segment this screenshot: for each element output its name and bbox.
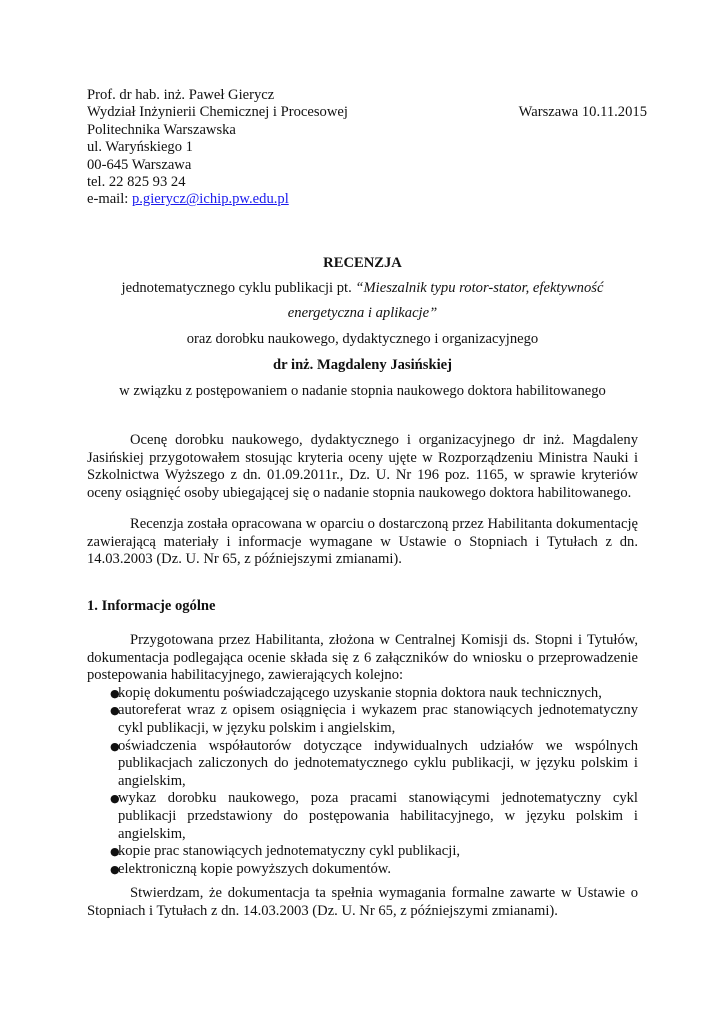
list-item <box>87 738 638 791</box>
attachments-list <box>87 685 638 879</box>
section-content <box>87 632 638 878</box>
list-item <box>87 861 638 879</box>
subject-line-5: w związku z postępowaniem o nadanie stopnia naukowego doktora habilitowanego <box>119 383 606 399</box>
list-item-text: kopie prac stanowiących jednotematyczny cykl publikacji, <box>118 843 461 860</box>
list-item <box>87 685 638 703</box>
phone-number: tel. 22 825 93 24 <box>87 174 186 191</box>
list-item <box>87 702 638 737</box>
list-item-text: elektroniczną kopie powyższych dokumentów. <box>118 860 392 877</box>
list-item <box>87 843 638 861</box>
list-item-text: wykaz dorobku naukowego, poza pracami stanowiącymi jednotematyczny cykl publikacji przedstawiony do postępowania habilitacyjnego, w języku polskim i angielskim, <box>118 790 638 842</box>
list-item-text: oświadczenia współautorów dotyczące indywidualnych udziałów we wspólnych publikacjach zaliczonych do jednotematycznego cyklu publikacji, w języku polskim i angielskim, <box>118 737 638 789</box>
list-item-text: autoreferat wraz z opisem osiągnięcia i wykazem prac stanowiących jednotematyczny cykl publikacji, w języku polskim i angielskim, <box>118 702 638 736</box>
subject-line-3: oraz dorobku naukowego, dydaktycznego i organizacyjnego <box>186 331 539 347</box>
subject-line-1 <box>87 278 638 298</box>
bullet-icon: ● <box>110 739 120 753</box>
email-label: e-mail: <box>87 191 132 208</box>
university-name: Politechnika Warszawska <box>87 121 236 138</box>
document-date: Warszawa 10.11.2015 <box>518 104 647 121</box>
bullet-icon: ● <box>110 704 120 718</box>
city-address: 00-645 Warszawa <box>87 156 192 173</box>
section-heading: 1. Informacje ogólne <box>87 598 216 614</box>
publication-title-part2: energetyczna i aplikacje” <box>287 305 438 321</box>
publication-title-part1: “Mieszalnik typu rotor-stator, efektywność <box>355 280 604 296</box>
bullet-icon: ● <box>110 686 120 700</box>
candidate-name: dr inż. Magdaleny Jasińskiej <box>273 357 452 373</box>
email-line <box>87 191 647 208</box>
list-item <box>87 790 638 843</box>
bullet-icon: ● <box>110 792 120 806</box>
faculty-name: Wydział Inżynierii Chemicznej i Procesowej <box>87 104 348 121</box>
author-name: Prof. dr hab. inż. Paweł Gierycz <box>87 87 275 103</box>
paragraph-criteria: Ocenę dorobku naukowego, dydaktycznego i organizacyjnego dr inż. Magdaleny Jasińskiej przygotowałem stosując kryteria oceny ujęte w Rozporządzeniu Ministra Nauki i Szkolnictwa Wyższego z dn. 01.09.2011r., Dz. U. Nr 196 poz. 1165, w sprawie kryteriów oceny osiągnięć osoby ubiegającej się o nadanie stopnia naukowego doktora habilitowanego. <box>87 432 638 501</box>
review-title: RECENZJA <box>323 255 402 271</box>
bullet-icon: ● <box>110 845 120 859</box>
street-address: ul. Waryńskiego 1 <box>87 139 193 156</box>
paragraph-conclusion: Stwierdzam, że dokumentacja ta spełnia wymagania formalne zawarte w Ustawie o Stopniach i Tytułach z dn. 14.03.2003 (Dz. U. Nr 65, z późniejszymi zmianami). <box>87 885 638 919</box>
email-link[interactable]: p.gierycz@ichip.pw.edu.pl <box>131 191 289 208</box>
bullet-icon: ● <box>110 862 120 876</box>
sender-header <box>87 87 647 209</box>
list-item-text: kopię dokumentu poświadczającego uzyskanie stopnia doktora nauk technicznych, <box>118 684 602 701</box>
review-title-block <box>87 253 638 401</box>
subject-prefix: jednotematycznego cyklu publikacji pt. <box>121 280 356 296</box>
paragraph-documentation: Przygotowana przez Habilitanta, złożona w Centralnej Komisji ds. Stopni i Tytułów, dokumentacja podlegająca ocenie składa się z 6 załączników do wniosku o przeprowadzenie postepowania habilitacyjnego, zawierających kolejno: <box>87 632 638 684</box>
paragraph-basis: Recenzja została opracowana w oparciu o dostarczoną przez Habilitanta dokumentację zawierającą materiały i informacje wymagane w Ustawie o Stopniach i Tytułach z dn. 14.03.2003 (Dz. U. Nr 65, z późniejszymi zmianami). <box>87 516 638 568</box>
